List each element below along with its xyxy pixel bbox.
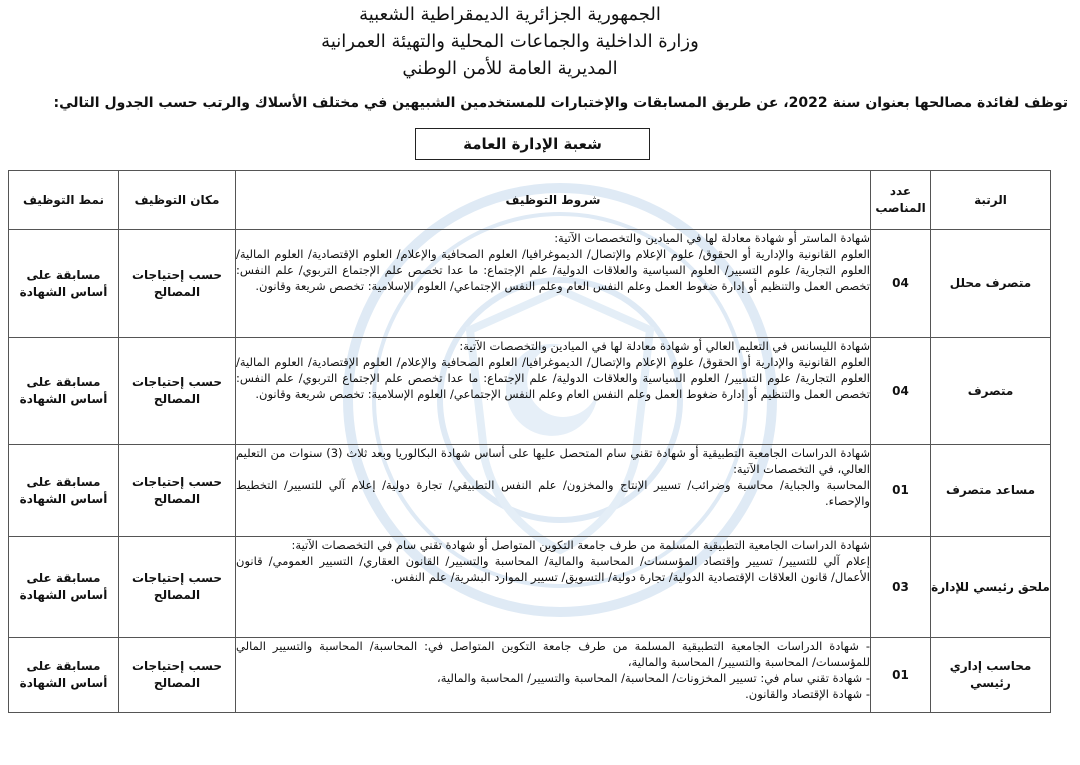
table-row: [9, 230, 1051, 338]
rank-cell: متصرف محلل: [931, 230, 1051, 338]
conditions-cell: [236, 338, 871, 445]
conditions-intro: شهادة الدراسات الجامعية التطبيقية أو شهادة تقني سام المتحصل عليها على أساس شهادة البكالوريا وبعد ثلاث (3) سنوات من التعليم العالي، في التخصصات الآتية:: [236, 446, 870, 476]
positions-count-cell: 04: [871, 338, 931, 445]
column-header-count: عدد المناصب: [871, 171, 931, 230]
conditions-bullet: - شهادة تقني سام في: تسيير المخزونات/ المحاسبة/ المحاسبة والتسيير/ المحاسبة والمالية،: [437, 671, 870, 685]
conditions-cell: [236, 638, 871, 713]
mode-cell: مسابقة على أساس الشهادة: [9, 230, 119, 338]
mode-cell: مسابقة على أساس الشهادة: [9, 445, 119, 537]
announcement-text: توظف لفائدة مصالحها بعنوان سنة 2022، عن طريق المسابقات والإختبارات للمستخدمين الشبيهين في مختلف الأسلاك والرتب حسب الجدول التالي:: [53, 95, 1068, 111]
conditions-specialties: العلوم القانونية والإدارية أو الحقوق/ علوم الإعلام والإتصال/ الديموغرافيا/ العلوم الصحافية والإعلام/ العلوم الإقتصادية/ العلوم المالية/ العلوم التجارية/ علوم التسيير/ العلوم السياسية والعلاقات الدولية/ علم الإجتماع: ما عدا تخصص علم الإجتماع التربوي/ علم النفس: تخصص العمل والتنظيم أو إدارة ضغوط العمل وعلم النفس العام وعلم النفس الإجتماعي/ العلوم الإسلامية: تخصص شريعة وقانون.: [236, 355, 870, 401]
table-row: [9, 638, 1051, 713]
rank-cell: ملحق رئيسي للإدارة: [931, 537, 1051, 638]
place-cell: حسب إحتياجات المصالح: [119, 445, 236, 537]
conditions-intro: شهادة الليسانس في التعليم العالي أو شهادة معادلة لها في الميادين والتخصصات الآتية:: [459, 339, 870, 353]
header-republic-name: الجمهورية الجزائرية الديمقراطية الشعبية: [359, 4, 661, 25]
header-directorate-name: المديرية العامة للأمن الوطني: [402, 58, 618, 79]
section-title: شعبة الإدارة العامة: [415, 128, 650, 160]
header-ministry-name: وزارة الداخلية والجماعات المحلية والتهيئة العمرانية: [321, 31, 699, 52]
conditions-specialties: العلوم القانونية والإدارية أو الحقوق/ علوم الإعلام والإتصال/ الديموغرافيا/ العلوم الصحافية والإعلام/ العلوم الإقتصادية/ العلوم المالية/ العلوم التجارية/ علوم التسيير/ العلوم السياسية والعلاقات الدولية/ علم الإجتماع: ما عدا تخصص علم الإجتماع التربوي/ علم النفس: تخصص العمل والتنظيم أو إدارة ضغوط العمل وعلم النفس العام وعلم النفس الإجتماعي/ العلوم الإسلامية: تخصص شريعة وقانون.: [236, 247, 870, 293]
column-header-rank: الرتبة: [931, 171, 1051, 230]
conditions-intro: شهادة الدراسات الجامعية التطبيقية المسلمة من طرف جامعة التكوين المتواصل أو شهادة تقني سام في التخصصات الآتية:: [291, 538, 870, 552]
mode-cell: مسابقة على أساس الشهادة: [9, 638, 119, 713]
conditions-bullet: - شهادة الدراسات الجامعية التطبيقية المسلمة من طرف جامعة التكوين المتواصل في: المحاسبة/ المحاسبة والتسيير المالي للمؤسسات/ المحاسبة والتسيير/ المحاسبة والمالية،: [236, 639, 870, 669]
column-header-place: مكان التوظيف: [119, 171, 236, 230]
conditions-intro: شهادة الماستر أو شهادة معادلة لها في الميادين والتخصصات الآتية:: [554, 231, 870, 245]
positions-count-cell: 03: [871, 537, 931, 638]
rank-cell: مساعد متصرف: [931, 445, 1051, 537]
positions-count-cell: 01: [871, 638, 931, 713]
conditions-cell: [236, 230, 871, 338]
table-row: [9, 537, 1051, 638]
rank-cell: محاسب إداري رئيسي: [931, 638, 1051, 713]
positions-count-cell: 01: [871, 445, 931, 537]
place-cell: حسب إحتياجات المصالح: [119, 638, 236, 713]
place-cell: حسب إحتياجات المصالح: [119, 537, 236, 638]
mode-cell: مسابقة على أساس الشهادة: [9, 537, 119, 638]
place-cell: حسب إحتياجات المصالح: [119, 230, 236, 338]
conditions-cell: [236, 537, 871, 638]
place-cell: حسب إحتياجات المصالح: [119, 338, 236, 445]
conditions-bullet: - شهادة الإقتصاد والقانون.: [745, 687, 870, 701]
table-row: [9, 445, 1051, 537]
rank-cell: متصرف: [931, 338, 1051, 445]
conditions-cell: [236, 445, 871, 537]
column-header-mode: نمط التوظيف: [9, 171, 119, 230]
positions-count-cell: 04: [871, 230, 931, 338]
recruitment-table: [8, 170, 1051, 713]
mode-cell: مسابقة على أساس الشهادة: [9, 338, 119, 445]
table-header-row: [9, 171, 1051, 230]
conditions-specialties: المحاسبة والجباية/ محاسبة وضرائب/ تسيير الإنتاج والمخزون/ علم النفس التطبيقي/ تجارة دولية/ إعلام آلي للتسيير/ التخطيط والإحصاء.: [236, 478, 870, 508]
column-header-conditions: شروط التوظيف: [236, 171, 871, 230]
table-row: [9, 338, 1051, 445]
conditions-specialties: إعلام آلي للتسيير/ تسيير وإقتصاد المؤسسات/ المحاسبة والمالية/ المحاسبة والتسيير/ القانون العقاري/ التسيير العمومي/ قانون الأعمال/ قانون العلاقات الإقتصادية الدولية/ تجارة دولية/ التسويق/ تسيير الموارد البشرية/ علم النفس.: [236, 554, 870, 584]
